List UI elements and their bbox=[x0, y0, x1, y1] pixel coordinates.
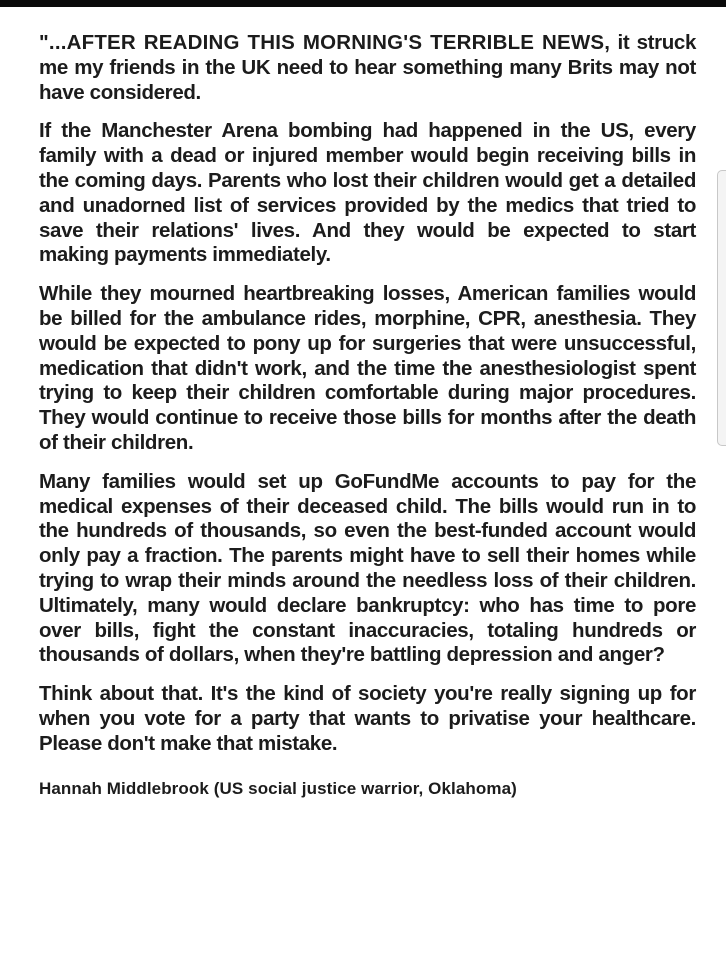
article-text bbox=[39, 31, 696, 801]
scrollbar[interactable] bbox=[717, 170, 726, 446]
paragraph-4: Many families would set up GoFundMe accounts to pay for the medical expenses of their deceased child. The bills would run in to the hundreds of thousands, so even the best-funded account would only pay a fraction. The parents might have to sell their homes while trying to wrap their minds around the needless loss of their children. Ultimately, many would declare bankruptcy: who has time to pore over bills, fight the constant inaccuracies, totaling hundreds or thousands of dollars, when they're battling depression and anger? bbox=[39, 469, 696, 667]
signature: Hannah Middlebrook (US social justice warrior, Oklahoma) bbox=[39, 778, 517, 798]
paragraph-1-body: it struck me my friends in the UK need to hear something many Brits may not have considered. bbox=[39, 31, 696, 104]
paragraph-3: While they mourned heartbreaking losses, American families would be billed for the ambulance rides, morphine, CPR, anesthesia. They would be expected to pony up for surgeries that were unsuccessful, medication that didn't work, and the time the anesthesiologist spent trying to keep their children comfortable during major procedures. They would continue to receive those bills for months after the death of their children. bbox=[39, 282, 696, 454]
paragraph-2: If the Manchester Arena bombing had happened in the US, every family with a dead or injured member would begin receiving bills in the coming days. Parents who lost their children would get a detailed and unadorned list of services provided by the medics that tried to save their relations' lives. And they would be expected to start making payments immediately. bbox=[39, 119, 696, 267]
paragraph-1 bbox=[39, 31, 696, 105]
paragraph-5: Think about that. It's the kind of society you're really signing up for when you vote for a party that wants to privatise your healthcare. Please don't make that mistake. bbox=[39, 682, 696, 755]
lead-heading: "...AFTER READING THIS MORNING'S TERRIBLE NEWS, bbox=[39, 31, 611, 54]
top-border bbox=[0, 0, 726, 7]
